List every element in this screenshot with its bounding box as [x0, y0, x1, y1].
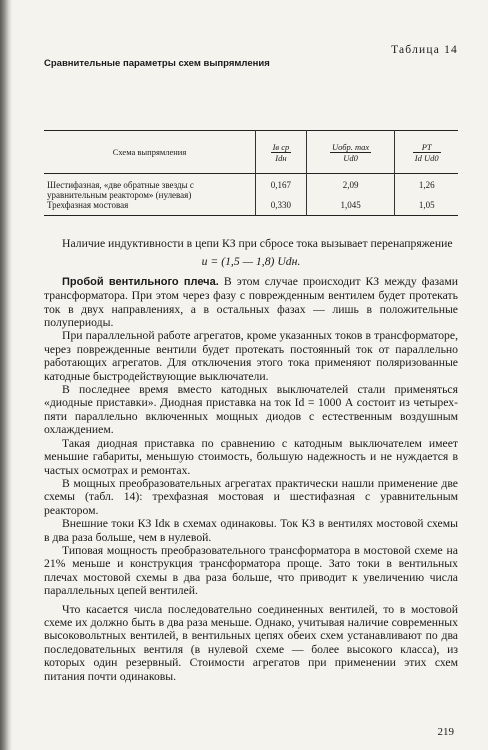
h1-denominator: Idн: [275, 152, 287, 163]
paragraph-body: В этом случае происходит КЗ между фазами трансформатора. При этом через фазу с поврежденным вентилем будет протекать ток в двух направлениях, а в остальных фазах — лишь в положительные полупериоды.: [44, 274, 458, 330]
header-current-ratio: [256, 131, 307, 174]
body-text: [44, 237, 458, 683]
paragraph: Внешние токи КЗ Idк в схемах одинаковы. Ток КЗ в вентилях мостовой схемы в два раза больше, чем в нулевой.: [44, 517, 458, 544]
header-scheme: Схема выпрямления: [112, 147, 187, 157]
book-page: [44, 44, 458, 738]
h2-denominator: Ud0: [343, 152, 358, 163]
header-power-ratio: [395, 131, 458, 174]
table-row: [44, 200, 458, 216]
paragraph-breakdown: [44, 275, 458, 330]
h1-numerator: Iв ср: [272, 141, 290, 152]
table-label: Таблица 14: [391, 44, 458, 56]
table-title: Сравнительные параметры схем выпрямления: [44, 58, 270, 69]
page-number: 219: [437, 726, 454, 738]
h3-numerator: PT: [413, 142, 441, 153]
row-value: 0,330: [256, 200, 307, 216]
row-value: 2,09: [306, 174, 395, 201]
paragraph: В мощных преобразовательных агрегатах практически нашли применение две схемы (табл. 14): трехфазная мостовая и шестифазная с уравнительным реактором.: [44, 476, 458, 517]
paragraph: При параллельной работе агрегатов, кроме указанных токов в трансформаторе, через поврежденные вентили будет протекать постоянный ток от параллельно работающих агрегатов. Для отключения этого тока применяют поляризованные катодные быстродействующие выключатели.: [44, 329, 458, 383]
paragraph: Что касается числа последовательно соединенных вентилей, то в мостовой схеме их должно быть в два раза меньше. Однако, учитывая наличие современных высоковольтных вентилей, в вентильных цепях обеих схем устанавливают по два последовательных вентиля (в нулевой схеме — более высокого класса), из которых один резервный. Стоимости агрегатов при применении этих схем питания почти одинаковы.: [44, 602, 458, 683]
comparison-table: [44, 130, 458, 216]
formula: u = (1,5 — 1,8) Udн.: [201, 255, 301, 269]
row-scheme: Трехфазная мостовая: [47, 200, 129, 210]
h2-numerator: Uобр. max: [331, 141, 370, 152]
row-value: 0,167: [256, 174, 307, 201]
paragraph: В последнее время вместо катодных выключателей стали применяться «диодные приставки». Диодная приставка на ток Id = 1000 А состоит из четырех-пяти параллельно включенных мощных диодов с естественным воздушным охлаждением.: [44, 383, 458, 437]
row-scheme: Шестифазная, «две обратные звезды с уравнительным реактором» (нулевая): [47, 180, 194, 200]
paragraph: Типовая мощность преобразовательного трансформатора в мостовой схеме на 21% меньше и конструкция трансформатора проще. Зато токи в вентильных плечах мостовой схемы в два раза больше, что приводит к увеличению числа параллельных цепей вентилей.: [44, 543, 458, 598]
row-value: 1,045: [306, 200, 395, 216]
table-row: [44, 174, 458, 201]
section-heading: Пробой вентильного плеча.: [62, 275, 219, 288]
row-value: 1,05: [395, 200, 458, 216]
paragraph: Наличие индуктивности в цепи КЗ при сбросе тока вызывает перенапряжение: [62, 237, 453, 250]
table-caption: [44, 44, 458, 69]
h3-denominator: Id Ud0: [414, 152, 439, 163]
header-voltage-ratio: [306, 131, 395, 174]
book-spine-shadow: [0, 0, 12, 750]
row-value: 1,26: [395, 174, 458, 201]
paragraph: Такая диодная приставка по сравнению с катодным выключателем имеет меньшие габариты, меньшую стоимость, большую надежность и не нуждается в частых осмотрах и ремонтах.: [44, 436, 458, 477]
